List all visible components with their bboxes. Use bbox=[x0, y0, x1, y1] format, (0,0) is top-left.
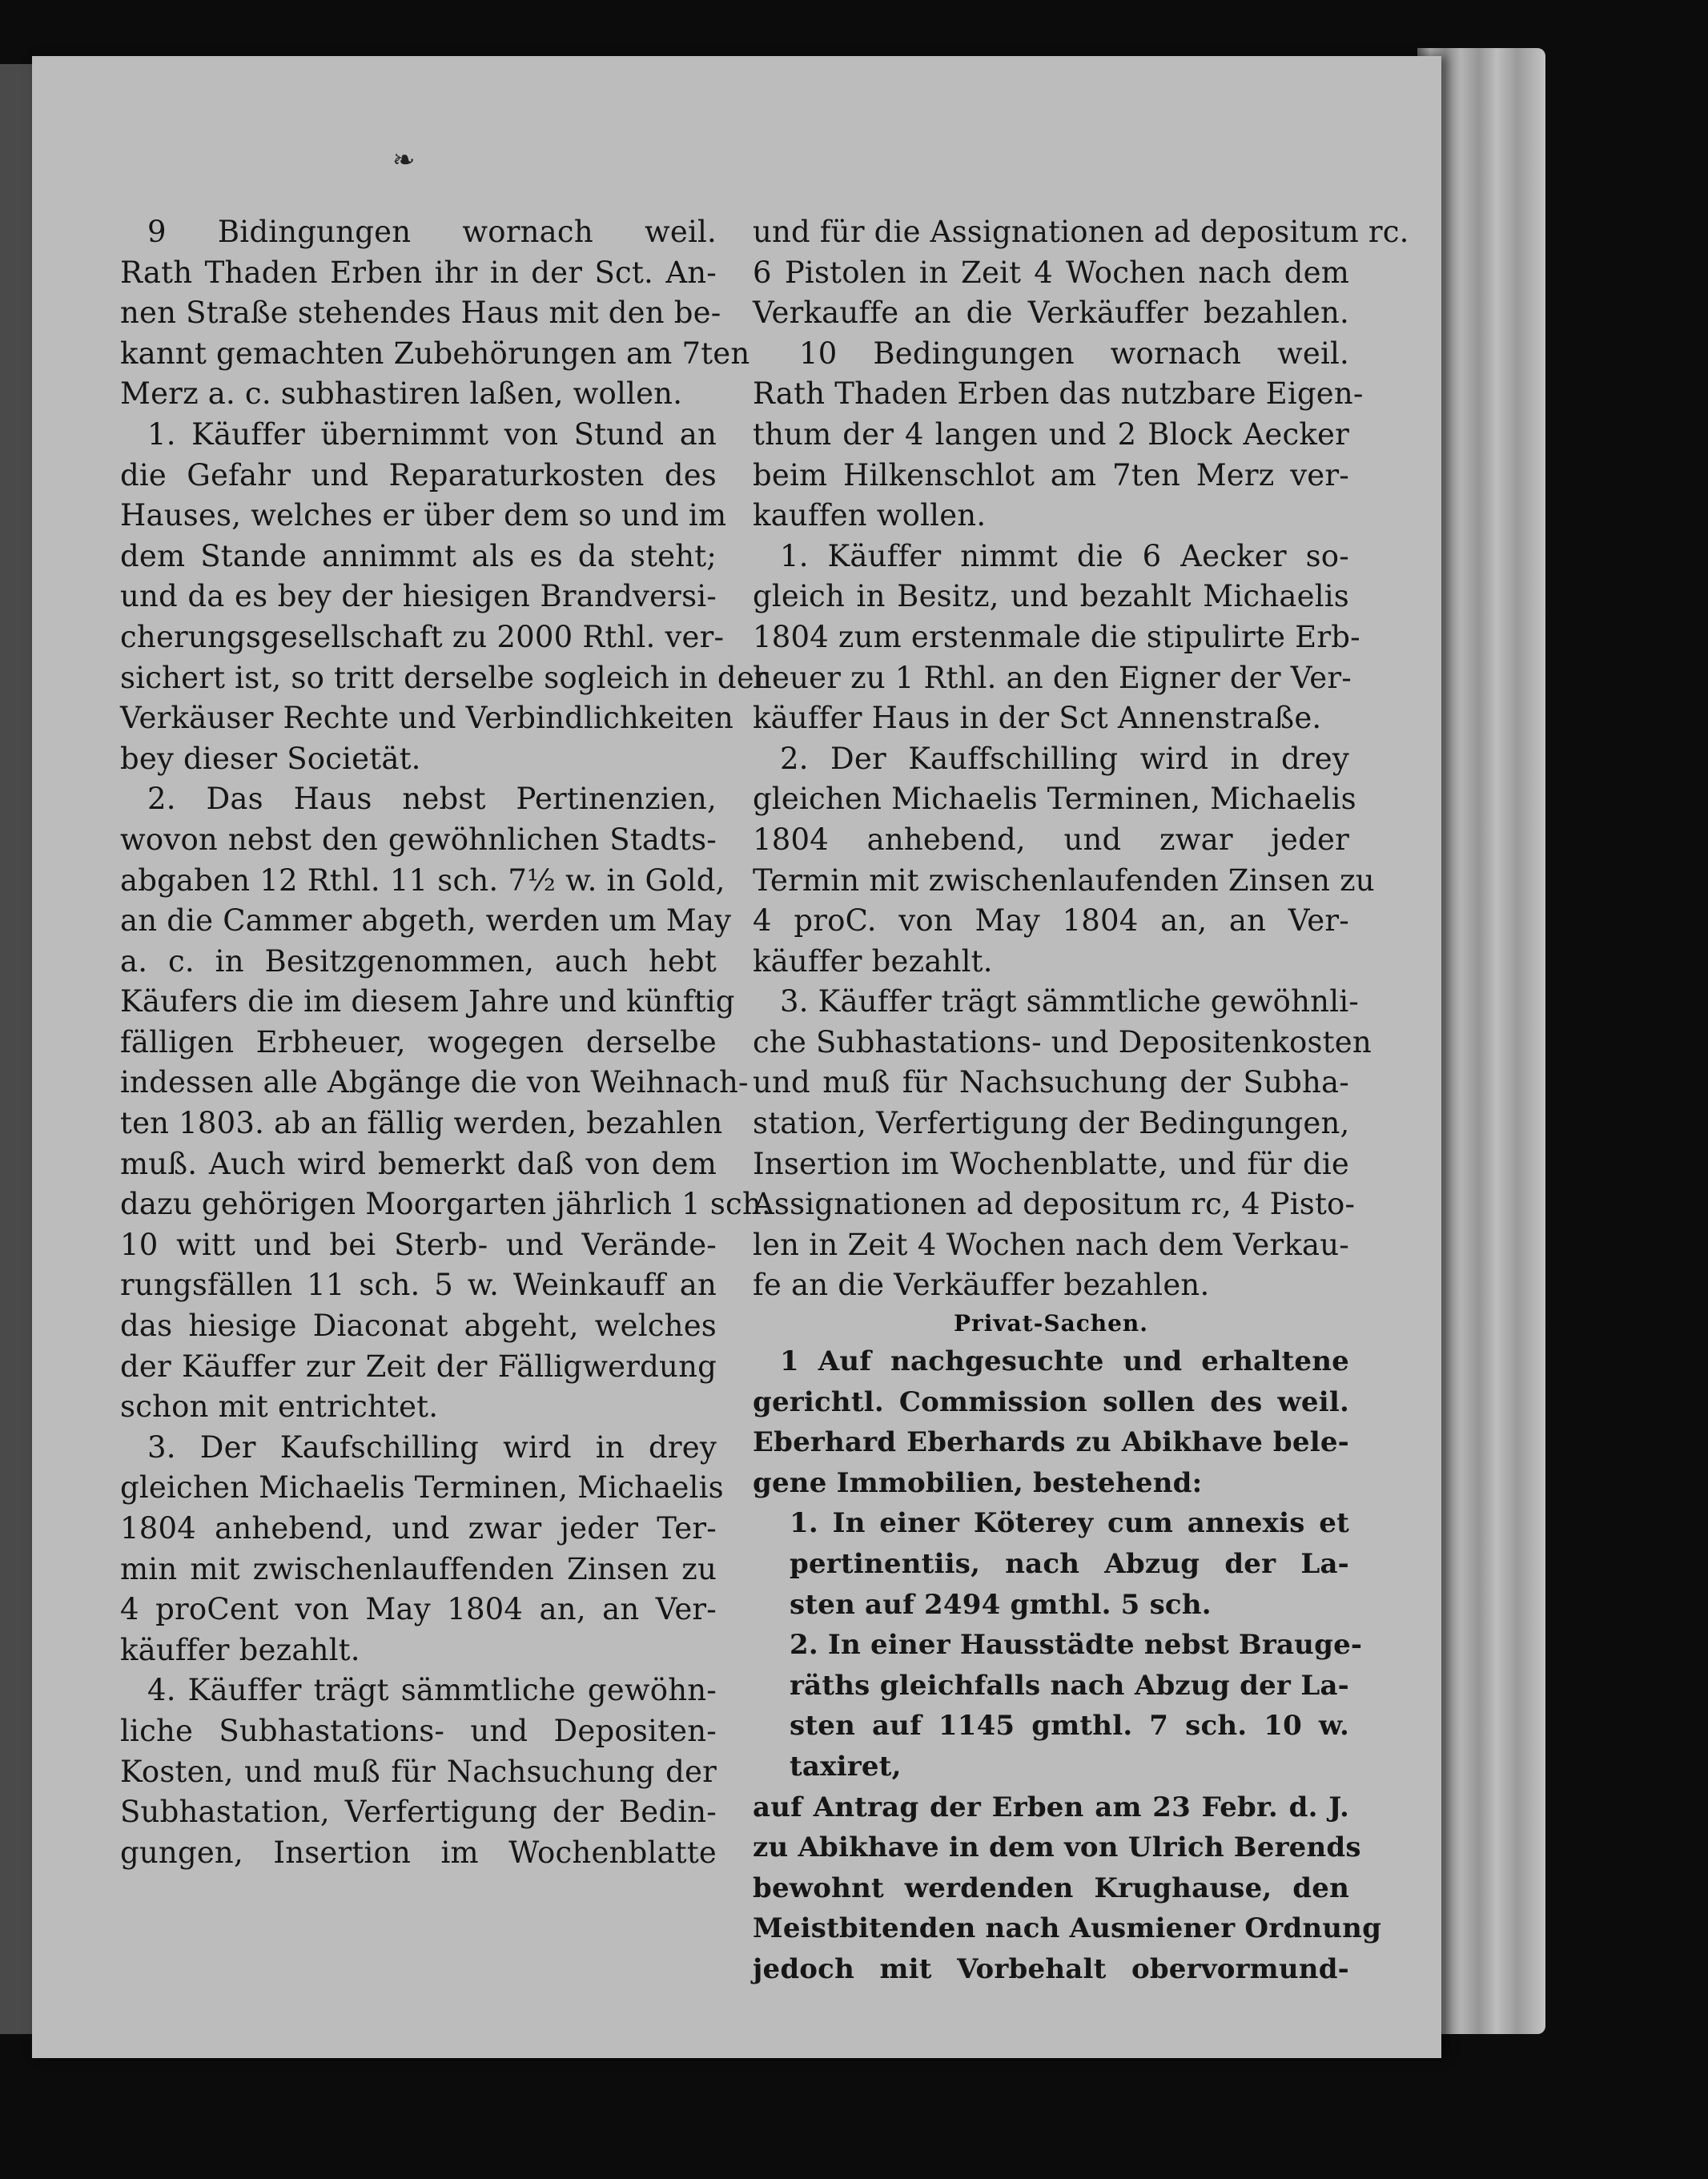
text-line: 10 witt und bei Sterb- und Verände- bbox=[120, 1227, 717, 1262]
text-line: Käufers die im diesem Jahre und künftig bbox=[120, 984, 735, 1019]
text-line: thum der 4 langen und 2 Block Aecker bbox=[753, 416, 1349, 452]
text-line: gerichtl. Commission sollen des weil. bbox=[753, 1385, 1349, 1418]
text-line: len in Zeit 4 Wochen nach dem Verkau- bbox=[753, 1227, 1349, 1262]
text-line: käuffer bezahlt. bbox=[753, 943, 993, 979]
right-column bbox=[753, 212, 1409, 1990]
list-item: sten auf 2494 gmthl. 5 sch. bbox=[790, 1588, 1212, 1621]
text-line: 2. Das Haus nebst Pertinenzien, bbox=[147, 782, 717, 817]
text-line: Verkäuser Rechte und Verbindlichkeiten bbox=[120, 701, 733, 736]
text-line: Eberhard Eberhards zu Abikhave bele- bbox=[753, 1426, 1349, 1459]
text-line: 2. Der Kauffschilling wird in drey bbox=[780, 741, 1349, 776]
text-line: fälligen Erbheuer, wogegen derselbe bbox=[120, 1024, 717, 1059]
text-line: gene Immobilien, bestehend: bbox=[753, 1466, 1203, 1499]
list-item: 1. In einer Köterey cum annexis et bbox=[790, 1507, 1349, 1540]
text-line: 10 Bedingungen wornach weil. bbox=[799, 336, 1349, 371]
text-line: 6 Pistolen in Zeit 4 Wochen nach dem bbox=[753, 255, 1349, 290]
list-item: taxiret, bbox=[790, 1750, 902, 1783]
text-line: nen Straße stehendes Haus mit den be- bbox=[120, 295, 721, 331]
text-line: wovon nebst den gewöhnlichen Stadts- bbox=[120, 822, 717, 857]
text-line: 3. Der Kaufschilling wird in drey bbox=[147, 1429, 717, 1465]
text-line: rungsfällen 11 sch. 5 w. Weinkauff an bbox=[120, 1268, 717, 1303]
text-line: station, Verfertigung der Bedingungen, bbox=[753, 1106, 1350, 1141]
text-line: gleichen Michaelis Terminen, Michaelis bbox=[120, 1470, 724, 1506]
text-line: cherungsgesellschaft zu 2000 Rthl. ver- bbox=[120, 619, 725, 654]
text-line: 4 proC. von May 1804 an, an Ver- bbox=[753, 903, 1349, 939]
text-line: dazu gehörigen Moorgarten jährlich 1 sch. bbox=[120, 1187, 771, 1222]
text-line: dem Stande annimmt als es da steht; bbox=[120, 538, 717, 573]
text-line: Rath Thaden Erben das nutzbare Eigen- bbox=[753, 376, 1364, 412]
text-line: liche Subhastations- und Depositen- bbox=[120, 1713, 717, 1748]
text-line: der Käuffer zur Zeit der Fälligwerdung bbox=[120, 1349, 717, 1384]
text-line: gleichen Michaelis Terminen, Michaelis bbox=[753, 782, 1356, 817]
text-line: und da es bey der hiesigen Brandversi- bbox=[120, 579, 717, 614]
text-line: käuffer Haus in der Sct Annenstraße. bbox=[753, 701, 1322, 736]
text-line: a. c. in Besitzgenommen, auch hebt bbox=[120, 943, 717, 979]
text-line: die Gefahr und Reparaturkosten des bbox=[120, 457, 717, 492]
text-line: kauffen wollen. bbox=[753, 498, 987, 533]
text-line: 4 proCent von May 1804 an, an Ver- bbox=[120, 1592, 717, 1627]
text-line: und für die Assignationen ad depositum rc. bbox=[753, 215, 1409, 249]
left-column bbox=[120, 212, 771, 1873]
text-line: auf Antrag der Erben am 23 Febr. d. J. bbox=[753, 1791, 1349, 1823]
text-line: 1. Käuffer nimmt die 6 Aecker so- bbox=[780, 538, 1349, 573]
text-line: Subhastation, Verfertigung der Bedin- bbox=[120, 1795, 717, 1830]
text-line: Insertion im Wochenblatte, und für die bbox=[753, 1146, 1349, 1181]
text-line: gleich in Besitz, und bezahlt Michaelis bbox=[753, 579, 1349, 614]
text-line: bewohnt werdenden Krughause, den bbox=[753, 1871, 1349, 1904]
text-line: sichert ist, so tritt derselbe sogleich in der bbox=[120, 660, 769, 695]
text-line: bey dieser Societät. bbox=[120, 741, 421, 776]
text-line: Merz a. c. subhastiren laßen, wollen. bbox=[120, 376, 683, 412]
text-line: beim Hilkenschlot am 7ten Merz ver- bbox=[753, 457, 1349, 492]
list-item: 2. In einer Hausstädte nebst Brauge- bbox=[790, 1629, 1363, 1662]
text-line: zu Abikhave in dem von Ulrich Berends bbox=[753, 1831, 1361, 1864]
text-line: muß. Auch wird bemerkt daß von dem bbox=[120, 1146, 717, 1181]
list-item: pertinentiis, nach Abzug der La- bbox=[790, 1548, 1349, 1580]
text-line: abgaben 12 Rthl. 11 sch. 7½ w. in Gold, bbox=[120, 862, 725, 898]
text-line: ten 1803. ab an fällig werden, bezahlen bbox=[120, 1106, 723, 1141]
text-line: 1804 anhebend, und zwar jeder bbox=[753, 822, 1349, 857]
text-line: 1. Käuffer übernimmt von Stund an bbox=[147, 416, 717, 452]
text-line: fe an die Verkäuffer bezahlen. bbox=[753, 1268, 1210, 1303]
text-line: Assignationen ad depositum rc, 4 Pisto- bbox=[753, 1187, 1356, 1222]
text-line: 1804 anhebend, und zwar jeder Ter- bbox=[120, 1511, 717, 1546]
text-line: jedoch mit Vorbehalt obervormund- bbox=[753, 1952, 1349, 1985]
text-line: 4. Käuffer trägt sämmtliche gewöhn- bbox=[147, 1673, 717, 1708]
text-line: schon mit entrichtet. bbox=[120, 1389, 439, 1425]
text-line: indessen alle Abgänge die von Weihnach- bbox=[120, 1065, 749, 1100]
text-line: an die Cammer abgeth, werden um May bbox=[120, 903, 732, 939]
text-line: 3. Käuffer trägt sämmtliche gewöhnli- bbox=[780, 984, 1359, 1019]
text-line: gungen, Insertion im Wochenblatte bbox=[120, 1835, 717, 1870]
list-item: sten auf 1145 gmthl. 7 sch. 10 w. bbox=[790, 1710, 1349, 1743]
text-line: 1 Auf nachgesuchte und erhaltene bbox=[780, 1345, 1349, 1378]
text-line: Hauses, welches er über dem so und im bbox=[120, 498, 727, 533]
list-item: räths gleichfalls nach Abzug der La- bbox=[790, 1669, 1349, 1702]
section-heading: Privat-Sachen. bbox=[953, 1310, 1149, 1337]
text-line: min mit zwischenlauffenden Zinsen zu bbox=[120, 1551, 717, 1586]
text-line: Kosten, und muß für Nachsuchung der bbox=[120, 1754, 717, 1789]
text-line: Termin mit zwischenlaufenden Zinsen zu bbox=[753, 862, 1375, 898]
text-line: und muß für Nachsuchung der Subha- bbox=[753, 1065, 1349, 1100]
text-line: 1804 zum erstenmale die stipulirte Erb- bbox=[753, 619, 1360, 654]
previous-page-edge bbox=[0, 64, 35, 2034]
text-line: käuffer bezahlt. bbox=[120, 1632, 360, 1667]
text-line: 9 Bidingungen wornach weil. bbox=[147, 215, 717, 249]
page-ornament: ❧ bbox=[392, 144, 416, 176]
text-line: Meistbitenden nach Ausmiener Ordnung bbox=[753, 1912, 1382, 1945]
book-page bbox=[32, 56, 1441, 2058]
text-line: che Subhastations- und Depositenkosten bbox=[753, 1024, 1372, 1059]
text-line: das hiesige Diaconat abgeht, welches bbox=[120, 1309, 717, 1344]
text-line: heuer zu 1 Rthl. an den Eigner der Ver- bbox=[753, 660, 1352, 695]
text-line: kannt gemachten Zubehörungen am 7ten bbox=[120, 336, 750, 371]
text-line: Verkauffe an die Verkäuffer bezahlen. bbox=[753, 295, 1349, 331]
text-line: Rath Thaden Erben ihr in der Sct. An- bbox=[120, 255, 717, 290]
